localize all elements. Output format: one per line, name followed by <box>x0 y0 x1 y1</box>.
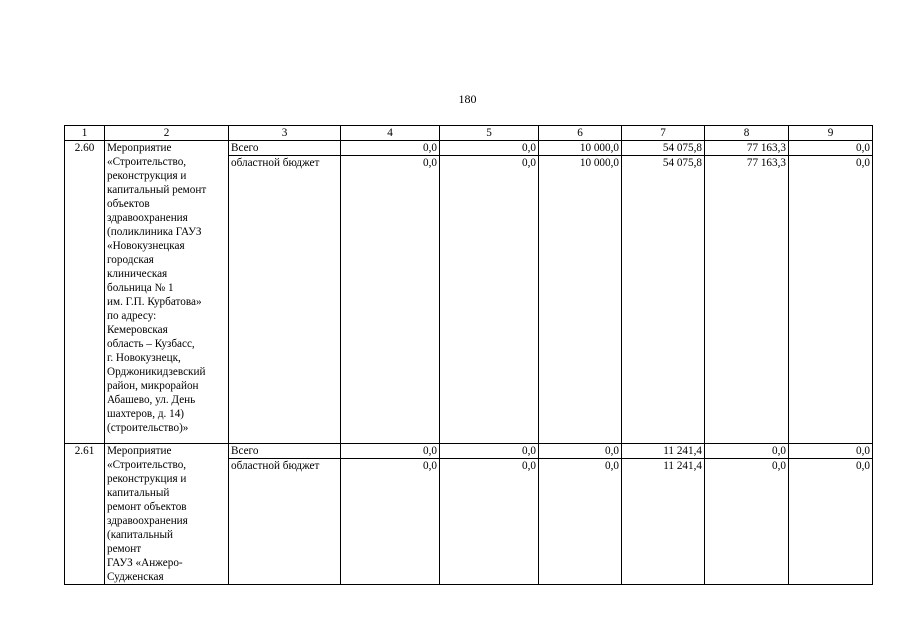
page-number: 180 <box>458 92 477 106</box>
value-cell: 0,0 <box>705 444 789 459</box>
column-header: 6 <box>539 126 622 141</box>
value-cell: 0,0 <box>440 459 539 585</box>
column-header: 2 <box>105 126 229 141</box>
value-cell: 10 000,0 <box>539 156 622 444</box>
value-cell: 54 075,8 <box>622 156 705 444</box>
value-cell: 77 163,3 <box>705 141 789 156</box>
column-header: 1 <box>65 126 105 141</box>
column-header: 5 <box>440 126 539 141</box>
value-cell: 0,0 <box>440 156 539 444</box>
entry-code: 2.61 <box>65 444 105 585</box>
column-header: 7 <box>622 126 705 141</box>
column-header: 8 <box>705 126 789 141</box>
entry-description: Мероприятие «Строительство, реконструкция и капитальный ремонт объектов здравоохранения (капитальный ремонт ГАУЗ «Анжеро- Судженская <box>105 444 229 585</box>
value-cell: 0,0 <box>341 459 440 585</box>
value-cell: 0,0 <box>539 444 622 459</box>
table-row <box>65 444 873 459</box>
value-cell: 0,0 <box>341 141 440 156</box>
value-cell: 0,0 <box>539 459 622 585</box>
value-cell: 11 241,4 <box>622 444 705 459</box>
funding-source: Всего <box>229 141 341 156</box>
entry-description: Мероприятие «Строительство, реконструкция и капитальный ремонт объектов здравоохранения (поликлиника ГАУЗ «Новокузнецкая городская клиническая больница № 1 им. Г.П. Курбатова» по адресу: Кемеровская область – Кузбасс, г. Новокузнецк, Орджоникидзевский район, микрорайон Абашево, ул. День шахтеров, д. 14) (строительство)» <box>105 141 229 444</box>
value-cell: 0,0 <box>440 444 539 459</box>
value-cell: 0,0 <box>789 444 873 459</box>
value-cell: 0,0 <box>789 459 873 585</box>
value-cell: 54 075,8 <box>622 141 705 156</box>
value-cell: 0,0 <box>705 459 789 585</box>
column-header: 4 <box>341 126 440 141</box>
value-cell: 0,0 <box>341 444 440 459</box>
table-header-row <box>65 126 873 141</box>
value-cell: 0,0 <box>341 156 440 444</box>
entry-code: 2.60 <box>65 141 105 444</box>
funding-source: Всего <box>229 444 341 459</box>
column-header: 9 <box>789 126 873 141</box>
budget-table <box>64 125 873 585</box>
column-header: 3 <box>229 126 341 141</box>
value-cell: 0,0 <box>789 141 873 156</box>
value-cell: 10 000,0 <box>539 141 622 156</box>
funding-source: областной бюджет <box>229 459 341 585</box>
table-row <box>65 141 873 156</box>
value-cell: 77 163,3 <box>705 156 789 444</box>
funding-source: областной бюджет <box>229 156 341 444</box>
value-cell: 0,0 <box>440 141 539 156</box>
value-cell: 0,0 <box>789 156 873 444</box>
value-cell: 11 241,4 <box>622 459 705 585</box>
